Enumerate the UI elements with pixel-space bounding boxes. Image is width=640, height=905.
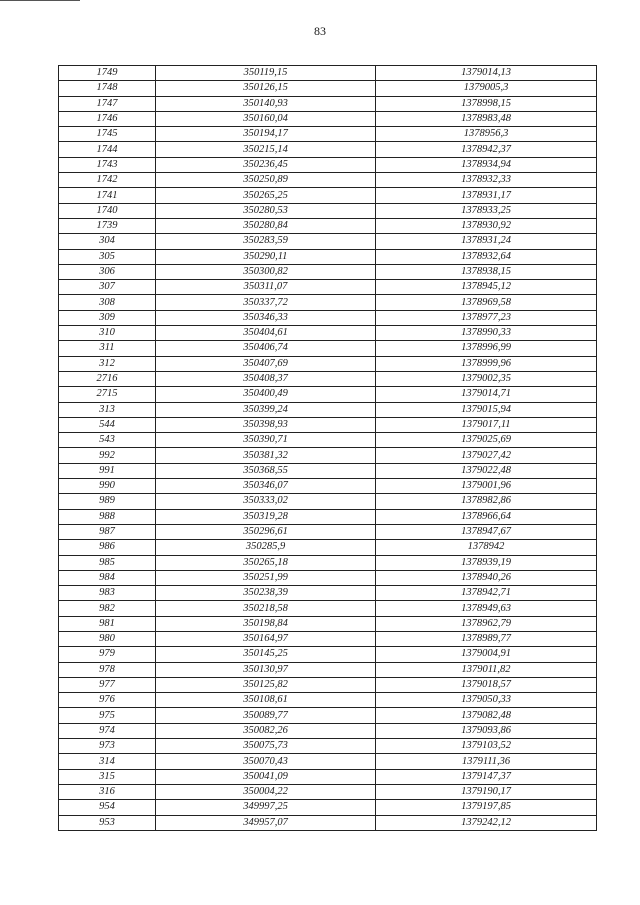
table-row bbox=[59, 693, 597, 708]
page-number: 83 bbox=[314, 24, 326, 38]
table-row bbox=[59, 570, 597, 585]
table-row bbox=[59, 203, 597, 218]
x-coordinate-cell: 350381,32 bbox=[156, 448, 376, 463]
x-coordinate-cell: 350399,24 bbox=[156, 402, 376, 417]
y-coordinate-cell: 1378977,23 bbox=[376, 310, 597, 325]
coordinates-table-body bbox=[59, 66, 597, 831]
x-coordinate-cell: 350333,02 bbox=[156, 494, 376, 509]
x-coordinate-cell: 350004,22 bbox=[156, 784, 376, 799]
point-number-cell: 1747 bbox=[59, 96, 156, 111]
point-number-cell: 982 bbox=[59, 601, 156, 616]
point-number-cell: 2715 bbox=[59, 387, 156, 402]
y-coordinate-cell: 1378999,96 bbox=[376, 356, 597, 371]
x-coordinate-cell: 350089,77 bbox=[156, 708, 376, 723]
x-coordinate-cell: 350265,25 bbox=[156, 188, 376, 203]
coordinates-table bbox=[58, 65, 597, 831]
y-coordinate-cell: 1379027,42 bbox=[376, 448, 597, 463]
table-row bbox=[59, 616, 597, 631]
point-number-cell: 992 bbox=[59, 448, 156, 463]
x-coordinate-cell: 350400,49 bbox=[156, 387, 376, 402]
point-number-cell: 316 bbox=[59, 784, 156, 799]
table-row bbox=[59, 601, 597, 616]
point-number-cell: 981 bbox=[59, 616, 156, 631]
x-coordinate-cell: 350070,43 bbox=[156, 754, 376, 769]
point-number-cell: 311 bbox=[59, 341, 156, 356]
x-coordinate-cell: 349997,25 bbox=[156, 800, 376, 815]
point-number-cell: 980 bbox=[59, 631, 156, 646]
x-coordinate-cell: 350408,37 bbox=[156, 371, 376, 386]
x-coordinate-cell: 350280,53 bbox=[156, 203, 376, 218]
y-coordinate-cell: 1378947,67 bbox=[376, 524, 597, 539]
x-coordinate-cell: 350398,93 bbox=[156, 417, 376, 432]
x-coordinate-cell: 350126,15 bbox=[156, 81, 376, 96]
y-coordinate-cell: 1379004,91 bbox=[376, 647, 597, 662]
table-row bbox=[59, 356, 597, 371]
table-row bbox=[59, 234, 597, 249]
x-coordinate-cell: 350300,82 bbox=[156, 264, 376, 279]
x-coordinate-cell: 350346,33 bbox=[156, 310, 376, 325]
table-row bbox=[59, 586, 597, 601]
x-coordinate-cell: 350265,18 bbox=[156, 555, 376, 570]
point-number-cell: 987 bbox=[59, 524, 156, 539]
table-row bbox=[59, 402, 597, 417]
point-number-cell: 984 bbox=[59, 570, 156, 585]
point-number-cell: 985 bbox=[59, 555, 156, 570]
y-coordinate-cell: 1378969,58 bbox=[376, 295, 597, 310]
x-coordinate-cell: 350406,74 bbox=[156, 341, 376, 356]
y-coordinate-cell: 1378949,63 bbox=[376, 601, 597, 616]
table-row bbox=[59, 341, 597, 356]
x-coordinate-cell: 349957,07 bbox=[156, 815, 376, 830]
point-number-cell: 1745 bbox=[59, 127, 156, 142]
y-coordinate-cell: 1379190,17 bbox=[376, 784, 597, 799]
y-coordinate-cell: 1378956,3 bbox=[376, 127, 597, 142]
y-coordinate-cell: 1379025,69 bbox=[376, 433, 597, 448]
y-coordinate-cell: 1379014,71 bbox=[376, 387, 597, 402]
x-coordinate-cell: 350236,45 bbox=[156, 157, 376, 172]
x-coordinate-cell: 350160,04 bbox=[156, 111, 376, 126]
point-number-cell: 1742 bbox=[59, 173, 156, 188]
y-coordinate-cell: 1379014,13 bbox=[376, 66, 597, 81]
y-coordinate-cell: 1378939,19 bbox=[376, 555, 597, 570]
point-number-cell: 315 bbox=[59, 769, 156, 784]
table-row bbox=[59, 463, 597, 478]
y-coordinate-cell: 1378930,92 bbox=[376, 218, 597, 233]
x-coordinate-cell: 350368,55 bbox=[156, 463, 376, 478]
y-coordinate-cell: 1378982,86 bbox=[376, 494, 597, 509]
point-number-cell: 1741 bbox=[59, 188, 156, 203]
table-row bbox=[59, 540, 597, 555]
point-number-cell: 305 bbox=[59, 249, 156, 264]
y-coordinate-cell: 1378934,94 bbox=[376, 157, 597, 172]
x-coordinate-cell: 350238,39 bbox=[156, 586, 376, 601]
y-coordinate-cell: 1379002,35 bbox=[376, 371, 597, 386]
point-number-cell: 314 bbox=[59, 754, 156, 769]
table-row bbox=[59, 188, 597, 203]
point-number-cell: 1748 bbox=[59, 81, 156, 96]
table-row bbox=[59, 800, 597, 815]
x-coordinate-cell: 350250,89 bbox=[156, 173, 376, 188]
table-row bbox=[59, 387, 597, 402]
x-coordinate-cell: 350130,97 bbox=[156, 662, 376, 677]
point-number-cell: 974 bbox=[59, 723, 156, 738]
y-coordinate-cell: 1378962,79 bbox=[376, 616, 597, 631]
table-row bbox=[59, 127, 597, 142]
table-row bbox=[59, 218, 597, 233]
x-coordinate-cell: 350285,9 bbox=[156, 540, 376, 555]
point-number-cell: 1739 bbox=[59, 218, 156, 233]
point-number-cell: 1740 bbox=[59, 203, 156, 218]
x-coordinate-cell: 350311,07 bbox=[156, 280, 376, 295]
table-row bbox=[59, 249, 597, 264]
table-row bbox=[59, 157, 597, 172]
y-coordinate-cell: 1378998,15 bbox=[376, 96, 597, 111]
point-number-cell: 991 bbox=[59, 463, 156, 478]
point-number-cell: 954 bbox=[59, 800, 156, 815]
table-row bbox=[59, 417, 597, 432]
point-number-cell: 988 bbox=[59, 509, 156, 524]
table-row bbox=[59, 96, 597, 111]
table-row bbox=[59, 433, 597, 448]
x-coordinate-cell: 350194,17 bbox=[156, 127, 376, 142]
table-row bbox=[59, 739, 597, 754]
point-number-cell: 2716 bbox=[59, 371, 156, 386]
y-coordinate-cell: 1379147,37 bbox=[376, 769, 597, 784]
table-row bbox=[59, 815, 597, 830]
table-row bbox=[59, 295, 597, 310]
y-coordinate-cell: 1378942 bbox=[376, 540, 597, 555]
table-row bbox=[59, 677, 597, 692]
table-row bbox=[59, 708, 597, 723]
point-number-cell: 1744 bbox=[59, 142, 156, 157]
point-number-cell: 307 bbox=[59, 280, 156, 295]
table-row bbox=[59, 662, 597, 677]
point-number-cell: 1749 bbox=[59, 66, 156, 81]
table-row bbox=[59, 723, 597, 738]
point-number-cell: 978 bbox=[59, 662, 156, 677]
point-number-cell: 990 bbox=[59, 479, 156, 494]
y-coordinate-cell: 1378966,64 bbox=[376, 509, 597, 524]
point-number-cell: 312 bbox=[59, 356, 156, 371]
y-coordinate-cell: 1379111,36 bbox=[376, 754, 597, 769]
y-coordinate-cell: 1378983,48 bbox=[376, 111, 597, 126]
table-row bbox=[59, 754, 597, 769]
table-row bbox=[59, 555, 597, 570]
y-coordinate-cell: 1378996,99 bbox=[376, 341, 597, 356]
y-coordinate-cell: 1378932,64 bbox=[376, 249, 597, 264]
point-number-cell: 989 bbox=[59, 494, 156, 509]
y-coordinate-cell: 1378938,15 bbox=[376, 264, 597, 279]
y-coordinate-cell: 1379001,96 bbox=[376, 479, 597, 494]
y-coordinate-cell: 1379005,3 bbox=[376, 81, 597, 96]
x-coordinate-cell: 350145,25 bbox=[156, 647, 376, 662]
x-coordinate-cell: 350280,84 bbox=[156, 218, 376, 233]
table-row bbox=[59, 448, 597, 463]
point-number-cell: 953 bbox=[59, 815, 156, 830]
x-coordinate-cell: 350125,82 bbox=[156, 677, 376, 692]
x-coordinate-cell: 350337,72 bbox=[156, 295, 376, 310]
table-row bbox=[59, 647, 597, 662]
x-coordinate-cell: 350346,07 bbox=[156, 479, 376, 494]
x-coordinate-cell: 350140,93 bbox=[156, 96, 376, 111]
x-coordinate-cell: 350108,61 bbox=[156, 693, 376, 708]
point-number-cell: 543 bbox=[59, 433, 156, 448]
table-row bbox=[59, 81, 597, 96]
y-coordinate-cell: 1378931,17 bbox=[376, 188, 597, 203]
table-row bbox=[59, 769, 597, 784]
point-number-cell: 309 bbox=[59, 310, 156, 325]
y-coordinate-cell: 1379242,12 bbox=[376, 815, 597, 830]
x-coordinate-cell: 350164,97 bbox=[156, 631, 376, 646]
y-coordinate-cell: 1378933,25 bbox=[376, 203, 597, 218]
y-coordinate-cell: 1378989,77 bbox=[376, 631, 597, 646]
x-coordinate-cell: 350218,58 bbox=[156, 601, 376, 616]
y-coordinate-cell: 1378932,33 bbox=[376, 173, 597, 188]
table-row bbox=[59, 280, 597, 295]
y-coordinate-cell: 1378931,24 bbox=[376, 234, 597, 249]
point-number-cell: 975 bbox=[59, 708, 156, 723]
y-coordinate-cell: 1379197,85 bbox=[376, 800, 597, 815]
point-number-cell: 973 bbox=[59, 739, 156, 754]
y-coordinate-cell: 1379017,11 bbox=[376, 417, 597, 432]
table-row bbox=[59, 326, 597, 341]
table-row bbox=[59, 173, 597, 188]
x-coordinate-cell: 350290,11 bbox=[156, 249, 376, 264]
point-number-cell: 976 bbox=[59, 693, 156, 708]
point-number-cell: 1746 bbox=[59, 111, 156, 126]
point-number-cell: 977 bbox=[59, 677, 156, 692]
table-row bbox=[59, 631, 597, 646]
y-coordinate-cell: 1378942,71 bbox=[376, 586, 597, 601]
point-number-cell: 304 bbox=[59, 234, 156, 249]
x-coordinate-cell: 350319,28 bbox=[156, 509, 376, 524]
point-number-cell: 544 bbox=[59, 417, 156, 432]
table-row bbox=[59, 479, 597, 494]
table-row bbox=[59, 784, 597, 799]
y-coordinate-cell: 1379093,86 bbox=[376, 723, 597, 738]
point-number-cell: 983 bbox=[59, 586, 156, 601]
x-coordinate-cell: 350041,09 bbox=[156, 769, 376, 784]
y-coordinate-cell: 1379011,82 bbox=[376, 662, 597, 677]
table-row bbox=[59, 310, 597, 325]
point-number-cell: 306 bbox=[59, 264, 156, 279]
table-row bbox=[59, 371, 597, 386]
y-coordinate-cell: 1378942,37 bbox=[376, 142, 597, 157]
x-coordinate-cell: 350283,59 bbox=[156, 234, 376, 249]
x-coordinate-cell: 350119,15 bbox=[156, 66, 376, 81]
point-number-cell: 979 bbox=[59, 647, 156, 662]
y-coordinate-cell: 1378940,26 bbox=[376, 570, 597, 585]
point-number-cell: 986 bbox=[59, 540, 156, 555]
x-coordinate-cell: 350390,71 bbox=[156, 433, 376, 448]
y-coordinate-cell: 1379018,57 bbox=[376, 677, 597, 692]
x-coordinate-cell: 350296,61 bbox=[156, 524, 376, 539]
y-coordinate-cell: 1379050,33 bbox=[376, 693, 597, 708]
y-coordinate-cell: 1379022,48 bbox=[376, 463, 597, 478]
point-number-cell: 1743 bbox=[59, 157, 156, 172]
table-row bbox=[59, 264, 597, 279]
point-number-cell: 308 bbox=[59, 295, 156, 310]
x-coordinate-cell: 350407,69 bbox=[156, 356, 376, 371]
table-row bbox=[59, 524, 597, 539]
table-row bbox=[59, 142, 597, 157]
y-coordinate-cell: 1379103,52 bbox=[376, 739, 597, 754]
table-row bbox=[59, 509, 597, 524]
y-coordinate-cell: 1379015,94 bbox=[376, 402, 597, 417]
x-coordinate-cell: 350251,99 bbox=[156, 570, 376, 585]
y-coordinate-cell: 1378945,12 bbox=[376, 280, 597, 295]
x-coordinate-cell: 350075,73 bbox=[156, 739, 376, 754]
x-coordinate-cell: 350215,14 bbox=[156, 142, 376, 157]
x-coordinate-cell: 350198,84 bbox=[156, 616, 376, 631]
corner-rule bbox=[0, 0, 80, 1]
x-coordinate-cell: 350404,61 bbox=[156, 326, 376, 341]
table-row bbox=[59, 66, 597, 81]
y-coordinate-cell: 1378990,33 bbox=[376, 326, 597, 341]
y-coordinate-cell: 1379082,48 bbox=[376, 708, 597, 723]
table-row bbox=[59, 111, 597, 126]
table-row bbox=[59, 494, 597, 509]
point-number-cell: 310 bbox=[59, 326, 156, 341]
point-number-cell: 313 bbox=[59, 402, 156, 417]
x-coordinate-cell: 350082,26 bbox=[156, 723, 376, 738]
